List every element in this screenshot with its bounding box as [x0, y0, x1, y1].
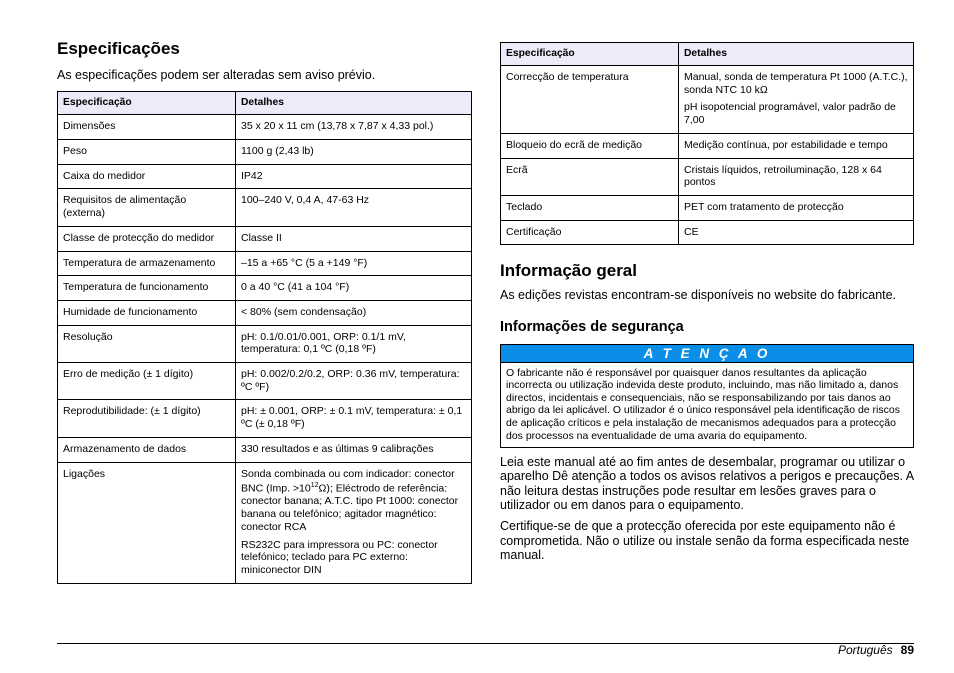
table-row	[58, 189, 472, 226]
detail-cell	[236, 462, 472, 583]
table-row	[58, 115, 472, 140]
page-title: Especificações	[57, 39, 180, 58]
section-title-safety: Informações de segurança	[500, 318, 684, 335]
detail-cell: pH: 0.002/0.2/0.2, ORP: 0.36 mV, temperatura: ºC ºF)	[236, 363, 472, 400]
specs-table-left	[57, 91, 472, 583]
table-row	[501, 158, 914, 195]
detail-cell: 330 resultados e as últimas 9 calibrações	[236, 437, 472, 462]
spec-cell: Ecrã	[501, 158, 679, 195]
right-column	[500, 42, 914, 562]
detail-cell: 35 x 20 x 11 cm (13,78 x 7,87 x 4,33 pol.)	[236, 115, 472, 140]
spec-cell: Temperatura de funcionamento	[58, 276, 236, 301]
column-header: Detalhes	[236, 92, 472, 115]
table-row	[58, 363, 472, 400]
table-row	[501, 133, 914, 158]
spec-cell: Ligações	[58, 462, 236, 583]
table-row	[501, 195, 914, 220]
spec-cell: Resolução	[58, 325, 236, 362]
warning-label: A T E N Ç A O	[501, 345, 913, 363]
footer	[838, 643, 914, 657]
table-row	[58, 300, 472, 325]
spec-cell: Peso	[58, 140, 236, 165]
specs-table-right	[500, 42, 914, 245]
detail-cell: 100–240 V, 0,4 A, 47-63 Hz	[236, 189, 472, 226]
detail-cell: CE	[679, 220, 914, 245]
detail-cell: Medição contínua, por estabilidade e tempo	[679, 133, 914, 158]
spec-cell: Certificação	[501, 220, 679, 245]
connections-detail-1-b: Ω); Eléctrodo de referência: conector banana; A.T.C. tipo Pt 1000: conector banana ou telefónico; agitador magnético: conector RCA	[241, 482, 459, 533]
column-header: Detalhes	[679, 43, 914, 66]
table-row	[58, 400, 472, 437]
detail-cell: pH: ± 0.001, ORP: ± 0.1 mV, temperatura: ± 0,1 ºC (± 0,18 ºF)	[236, 400, 472, 437]
spec-cell: Reprodutibilidade: (± 1 dígito)	[58, 400, 236, 437]
left-column	[57, 38, 472, 584]
detail-cell: Classe II	[236, 226, 472, 251]
spec-cell: Humidade de funcionamento	[58, 300, 236, 325]
detail-cell: 0 a 40 °C (41 a 104 °F)	[236, 276, 472, 301]
spec-cell: Erro de medição (± 1 dígito)	[58, 363, 236, 400]
spec-cell: Correcção de temperatura	[501, 66, 679, 134]
footer-divider	[57, 643, 914, 644]
table-row	[58, 437, 472, 462]
warning-text: O fabricante não é responsável por quaisquer danos resultantes da aplicação incorrecta ou utilização indevida deste produto, incluindo, mas não limitado a, danos directos, incidentais e consequenciais, não se responsabilizando por tais danos ao abrigo da lei aplicável. O utilizador é o único responsável pela identificação de riscos de aplicação críticos e pela instalação de mecanismos adequados para a protecção dos processos na eventualidade de uma avaria do equipamento.	[506, 366, 900, 442]
spec-cell: Teclado	[501, 195, 679, 220]
footer-language: Português	[837, 643, 893, 657]
table-row	[58, 140, 472, 165]
table-row-temp-correction	[501, 66, 914, 134]
spec-cell: Caixa do medidor	[58, 164, 236, 189]
table-row	[58, 251, 472, 276]
connections-detail-2: RS232C para impressora ou PC: conector telefónico; teclado para PC externo: miniconector DIN	[241, 538, 438, 576]
table-row	[58, 164, 472, 189]
temp-correction-detail-1: Manual, sonda de temperatura Pt 1000 (A.T.C.), sonda NTC 10 kΩ	[684, 71, 908, 96]
table-row	[58, 325, 472, 362]
exponent: 12	[310, 482, 319, 490]
detail-cell: PET com tratamento de protecção	[679, 195, 914, 220]
spec-cell: Bloqueio do ecrã de medição	[501, 133, 679, 158]
detail-cell: < 80% (sem condensação)	[236, 300, 472, 325]
table-row	[501, 220, 914, 245]
spec-cell: Classe de protecção do medidor	[58, 226, 236, 251]
safety-paragraph-1: Leia este manual até ao fim antes de desembalar, programar ou utilizar o aparelho Dê atenção a todos os avisos relativos a perigos e precauções. A não leitura destas instruções pode resultar em lesões graves para o utilizador ou em danos para o equipamento.	[500, 455, 914, 513]
safety-paragraph-2: Certifique-se de que a protecção oferecida por este equipamento não é comprometida. Não o utilize ou instale senão da forma especificada neste manual.	[500, 519, 910, 562]
detail-cell: –15 a +65 °C (5 a +149 °F)	[236, 251, 472, 276]
detail-cell: Cristais líquidos, retroiluminação, 128 x 64 pontos	[679, 158, 914, 195]
connections-detail-1-a: Sonda combinada ou com indicador: conector BNC (Imp. >10	[241, 467, 455, 495]
table-row-connections	[58, 462, 472, 583]
spec-cell: Armazenamento de dados	[58, 437, 236, 462]
column-header: Especificação	[58, 92, 236, 115]
table-header-row	[58, 92, 472, 115]
table-row	[58, 226, 472, 251]
detail-cell: pH: 0.1/0.01/0.001, ORP: 0.1/1 mV, temperatura: 0,1 ºC (0,18 ºF)	[236, 325, 472, 362]
section-title-general: Informação geral	[500, 261, 637, 281]
table-row	[58, 276, 472, 301]
spec-cell: Temperatura de armazenamento	[58, 251, 236, 276]
table-header-row	[501, 43, 914, 66]
detail-cell: 1100 g (2,43 lb)	[236, 140, 472, 165]
column-header: Especificação	[501, 43, 679, 66]
specs-intro: As especificações podem ser alteradas sem aviso prévio.	[57, 68, 376, 82]
detail-cell	[679, 66, 914, 134]
temp-correction-detail-2: pH isopotencial programável, valor padrão de 7,00	[684, 101, 896, 127]
page-number: 89	[900, 643, 914, 657]
spec-cell: Requisitos de alimentação (externa)	[58, 189, 236, 226]
warning-box	[500, 344, 914, 449]
general-text: As edições revistas encontram-se disponíveis no website do fabricante.	[500, 288, 897, 303]
spec-cell: Dimensões	[58, 115, 236, 140]
connections-detail-1	[241, 468, 466, 534]
detail-cell: IP42	[236, 164, 472, 189]
